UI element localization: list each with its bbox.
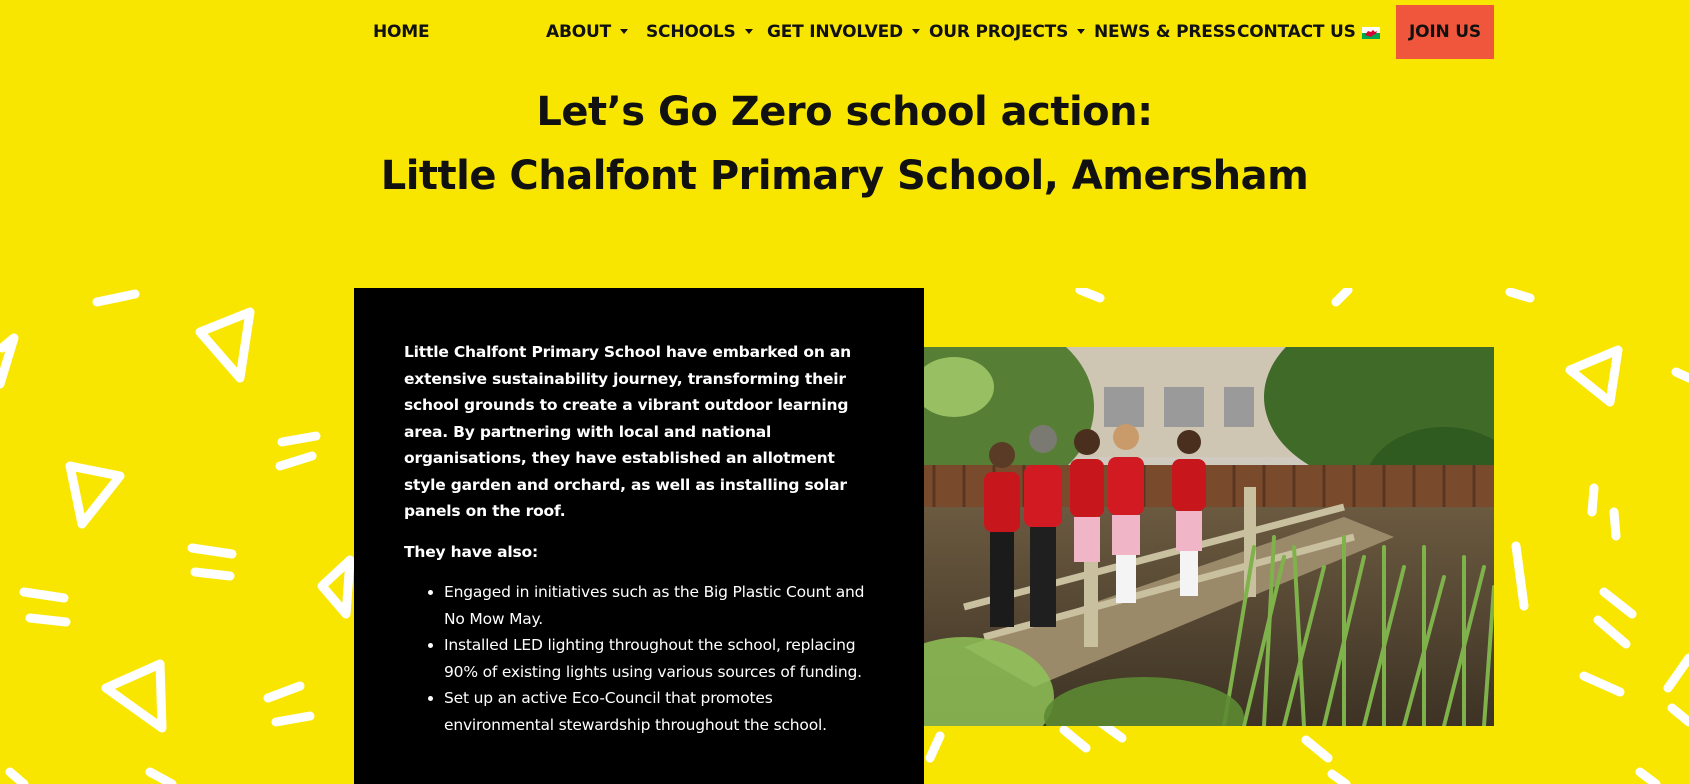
caret-down-icon	[912, 29, 920, 34]
intro-paragraph: Little Chalfont Primary School have embarked on an extensive sustainability journey, transforming their school grounds to create a vibrant outdoor learning area. By partnering with local and national organisations, they have established an allotment style garden and orchard, as well as installing solar panels on the roof.	[404, 343, 851, 520]
also-heading: They have also:	[404, 542, 538, 561]
school-garden-photo	[924, 347, 1494, 726]
nav-item-schools[interactable]	[646, 20, 753, 44]
nav-item-label: GET INVOLVED	[767, 22, 903, 42]
caret-down-icon	[1077, 29, 1085, 34]
nav-item-get-involved[interactable]	[767, 20, 920, 44]
content-card	[354, 288, 924, 784]
page-title	[0, 80, 1689, 208]
welsh-flag-icon[interactable]	[1362, 27, 1380, 39]
nav-item-label: OUR PROJECTS	[929, 22, 1069, 42]
caret-down-icon	[620, 29, 628, 34]
nav-item-home[interactable]	[373, 20, 429, 44]
nav-item-label: SCHOOLS	[646, 22, 736, 42]
nav-item-about[interactable]	[546, 20, 628, 44]
caret-down-icon	[745, 29, 753, 34]
page-title-line1: Let’s Go Zero school action:	[536, 89, 1153, 135]
join-us-button[interactable]: JOIN US	[1396, 5, 1494, 59]
nav-item-label: HOME	[373, 22, 430, 42]
page-title-line2: Little Chalfont Primary School, Amersham	[380, 153, 1309, 199]
main-navigation	[0, 0, 1689, 64]
list-item: • Installed LED lighting throughout the school, replacing 90% of existing lights using various sources of funding.	[444, 632, 879, 685]
nav-item-news-press[interactable]	[1094, 20, 1236, 44]
nav-item-label: CONTACT US	[1237, 22, 1356, 42]
nav-item-our-projects[interactable]	[929, 20, 1085, 44]
list-item: • Set up an active Eco-Council that promotes environmental stewardship throughout the school.	[444, 685, 879, 738]
nav-item-contact-us[interactable]	[1237, 20, 1356, 44]
nav-item-label: ABOUT	[546, 22, 611, 42]
achievements-list	[404, 579, 879, 738]
nav-item-label: NEWS & PRESS	[1094, 22, 1236, 42]
list-item: • Engaged in initiatives such as the Big Plastic Count and No Mow May.	[444, 579, 879, 632]
